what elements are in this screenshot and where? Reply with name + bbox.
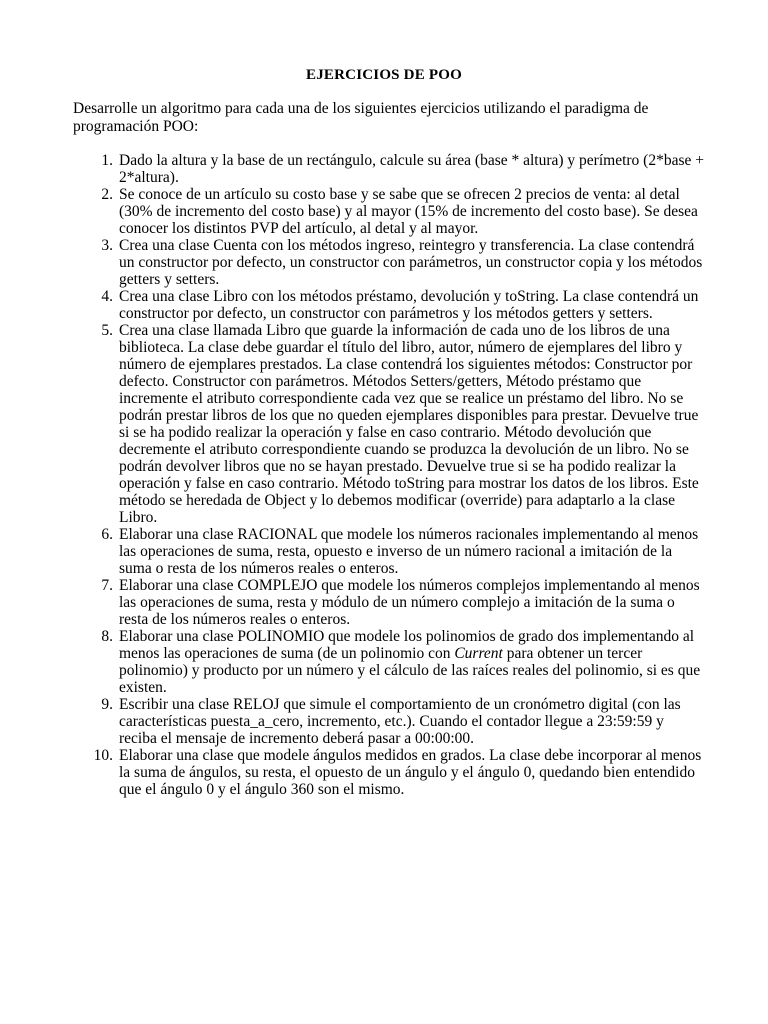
exercise-number: 3. [101, 237, 113, 254]
exercise-item [73, 696, 705, 747]
exercise-item [73, 747, 705, 798]
exercise-text-italic: Current [454, 645, 503, 662]
exercise-item [73, 322, 705, 526]
exercise-number: 4. [101, 288, 113, 305]
exercise-item [73, 237, 705, 288]
exercise-number: 7. [101, 577, 113, 594]
exercise-number: 2. [101, 186, 113, 203]
exercise-text: Escribir una clase RELOJ que simule el comportamiento de un cronómetro digital (con las características puesta_a_cero, incremento, etc.). Cuando el contador llegue a 23:59:59 y reciba el mensaje de incremento deberá pasar a 00:00:00. [119, 696, 681, 747]
exercise-text: Elaborar una clase RACIONAL que modele los números racionales implementando al menos las operaciones de suma, resta, opuesto e inverso de un número racional a imitación de la suma o resta de los números reales o enteros. [119, 526, 699, 577]
exercise-list [73, 152, 705, 798]
exercise-text: Crea una clase Cuenta con los métodos ingreso, reintegro y transferencia. La clase contendrá un constructor por defecto, un constructor con parámetros, un constructor copia y los métodos getters y setters. [119, 237, 703, 288]
exercise-text: Crea una clase llamada Libro que guarde la información de cada uno de los libros de una biblioteca. La clase debe guardar el título del libro, autor, número de ejemplares del libro y número de ejemplares prestados. La clase contendrá los siguientes métodos: Constructor por defecto. Constructor con parámetros. Métodos Setters/getters, Método préstamo que incremente el atributo correspondiente cada vez que se realice un préstamo del libro. No se podrán prestar libros de los que no queden ejemplares disponibles para prestar. Devuelve true si se ha podido realizar la operación y false en caso contrario. Método devolución que decremente el atributo correspondiente cuando se produzca la devolución de un libro. No se podrán devolver libros que no se hayan prestado. Devuelve true si se ha podido realizar la operación y false en caso contrario. Método toString para mostrar los datos de los libros. Este método se heredada de Object y lo debemos modificar (override) para adaptarlo a la clase Libro. [119, 322, 699, 526]
exercise-number: 6. [101, 526, 113, 543]
exercise-text-start: Elaborar una clase POLINOMIO que modele los polinomios de grado dos implementando al menos las operaciones de suma (de un polinomio con [119, 628, 695, 662]
exercise-number: 10. [93, 747, 113, 764]
exercise-item [73, 526, 705, 577]
exercise-number: 9. [101, 696, 113, 713]
exercise-item [73, 288, 705, 322]
exercise-number: 1. [101, 152, 113, 169]
exercise-item [73, 577, 705, 628]
exercise-item [73, 628, 705, 696]
exercise-item [73, 186, 705, 237]
exercise-text: Dado la altura y la base de un rectángulo, calcule su área (base * altura) y perímetro (2*base + 2*altura). [119, 152, 704, 186]
exercise-number: 8. [101, 628, 113, 645]
exercise-item [73, 152, 705, 186]
exercise-text [119, 628, 705, 696]
exercise-text: Se conoce de un artículo su costo base y se sabe que se ofrecen 2 precios de venta: al detal (30% de incremento del costo base) y al mayor (15% de incremento del costo base). Se desea conocer los distintos PVP del artículo, al detal y al mayor. [119, 186, 698, 237]
intro-paragraph: Desarrolle un algoritmo para cada una de los siguientes ejercicios utilizando el paradigma de programación POO: [73, 100, 649, 135]
exercise-text-end: para obtener un tercer polinomio) y producto por un número y el cálculo de las raíces reales del polinomio, si es que existen. [119, 645, 701, 696]
exercise-text: Crea una clase Libro con los métodos préstamo, devolución y toString. La clase contendrá un constructor por defecto, un constructor con parámetros y los métodos getters y setters. [119, 288, 699, 322]
exercise-text: Elaborar una clase COMPLEJO que modele los números complejos implementando al menos las operaciones de suma, resta y módulo de un número complejo a imitación de la suma o resta de los números reales o enteros. [119, 577, 700, 628]
exercise-text: Elaborar una clase que modele ángulos medidos en grados. La clase debe incorporar al menos la suma de ángulos, su resta, el opuesto de un ángulo y el ángulo 0, quedando bien entendido que el ángulo 0 y el ángulo 360 son el mismo. [119, 747, 702, 798]
exercise-number: 5. [101, 322, 113, 339]
document-title: EJERCICIOS DE POO [306, 67, 462, 83]
